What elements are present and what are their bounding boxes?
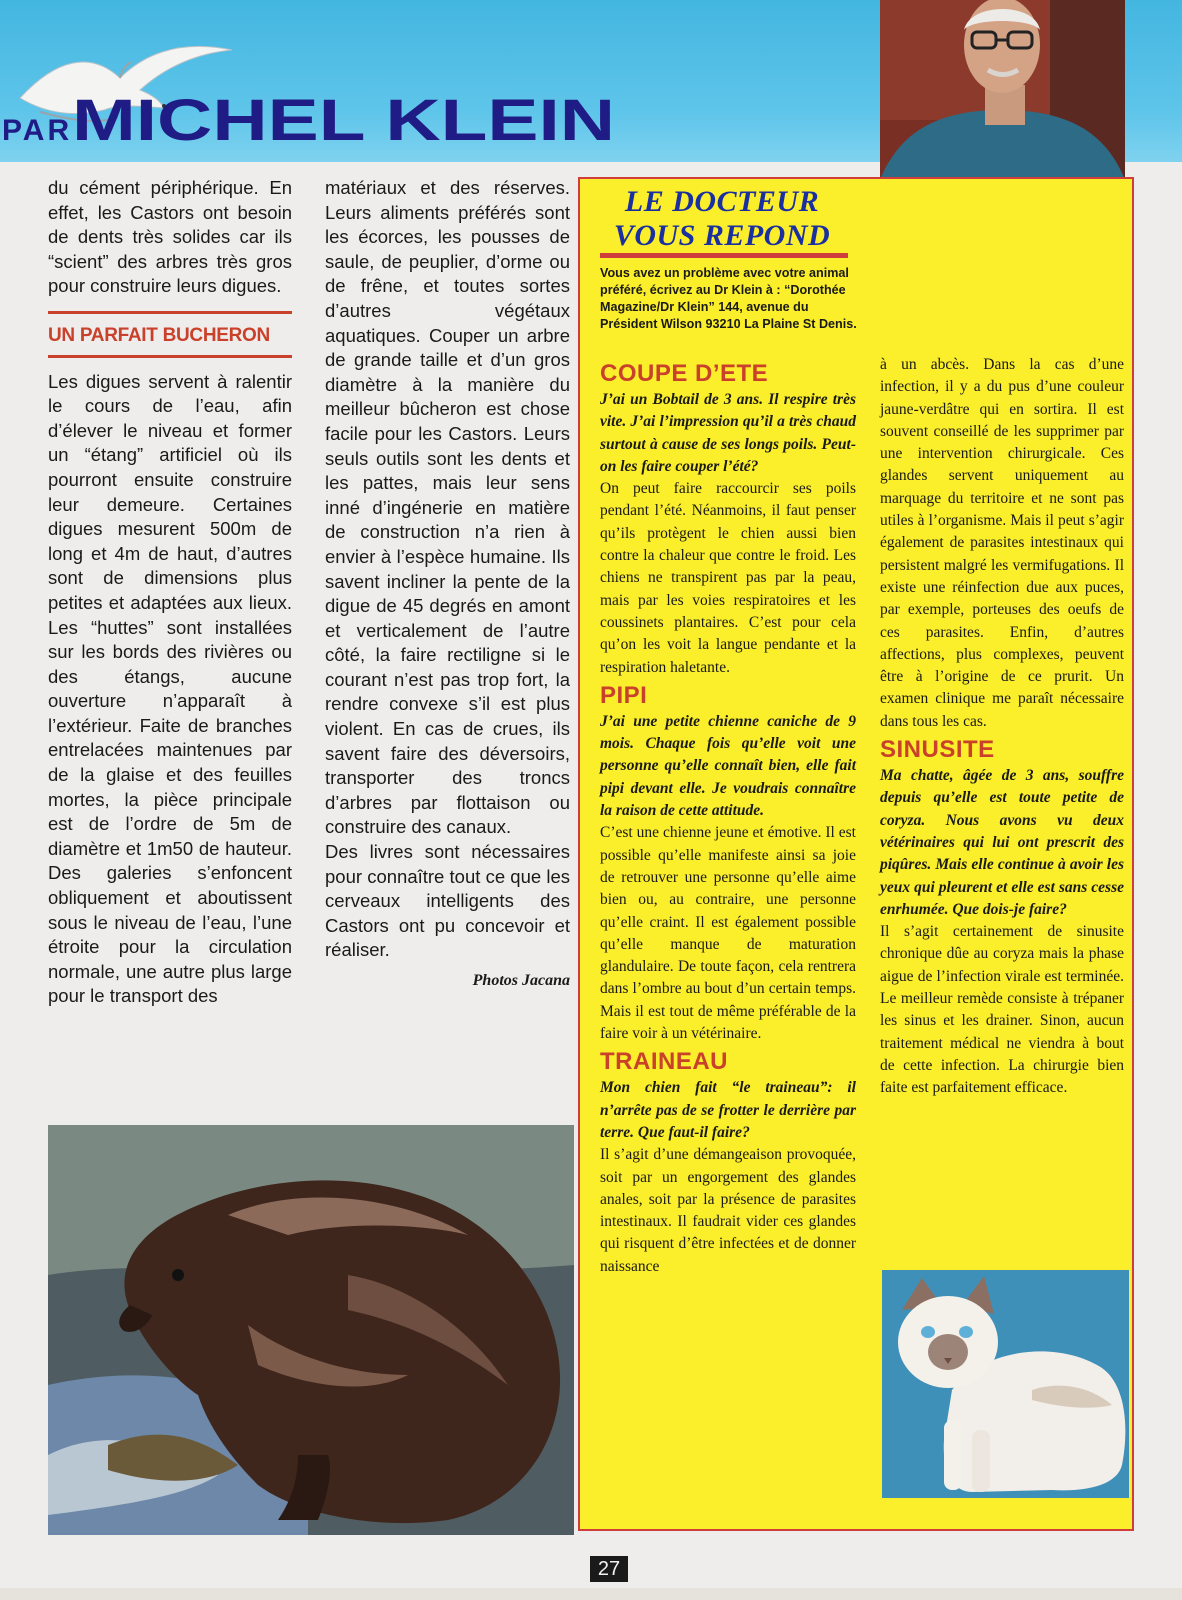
reader-question: Ma chatte, âgée de 3 ans, souffre depuis qu’elle est toute petite de coryza. Nous avons vu deux vétérinaires qui lui ont prescrit des piqûres. Mais elle continue à avoir les yeux qui pleurent et elle est sans cesse enrhumée. Que dois-je faire? bbox=[880, 767, 1124, 918]
photo-credit: Photos Jacana bbox=[472, 972, 570, 989]
cat-photo bbox=[882, 1270, 1129, 1498]
doctor-answer-continued: à un abcès. Dans la cas d’une infection, il y a du pus d’une couleur jaune-verdâtre qui en sortira. Il est souvent conseillé de les supprimer par une intervention chirurgicale. Ces glandes servent uniquement au marquage du territoire et ne sont pas utiles à l’organisme. Mais il peut s’agir également de parasites intestinaux qui persistent malgré les vermifugations. Il existe une réinfection due aux puces, par exemple, porteuses des oeufs de ces parasites. Enfin, d’autres affections, plus complexes, peuvent être à l’origine de ce prurit. Un examen clinique me paraît nécessaire dans tous les cas. bbox=[880, 356, 1124, 730]
reader-question: J’ai une petite chienne caniche de 9 mois. Chaque fois qu’elle voit une personne qu’elle connaît bien, elle fait pipi devant elle. Je voudrais connaître la raison de cette attitude. bbox=[600, 712, 856, 820]
title-underline bbox=[600, 253, 848, 258]
article-paragraph: matériaux et des réserves. Leurs aliments préférés sont les écorces, les pousses de saule, de peuplier, d’orme ou de frêne, et toutes sortes d’autres végétaux aquatiques. Couper un arbre de grande taille et d’un gros diamètre à la manière du meilleur bûcheron est chose facile pour les Castors. Leurs seuls outils sont les dents et les pattes, mais leur sens inné d’ingénerie en matière de construction n’a rien à envier à l’espèce humaine. Ils savent incliner la pente de la digue de 45 degrés en amont et verticalement de l’autre côté, la faire rectiligne si le courant n’est pas trop fort, la rendre convexe s’il est plus violent. En cas de crues, ils savent faire des déversoirs, transporter des troncs d’arbres par flottaison ou construire des canaux. bbox=[325, 177, 570, 838]
divider bbox=[48, 311, 292, 314]
section-heading: PIPI bbox=[600, 681, 648, 709]
reader-question: Mon chien fait “le traineau”: il n’arrête pas de se frotter le derrière par terre. Que faut-il faire? bbox=[600, 1079, 856, 1141]
doctor-answer: On peut faire raccourcir ses poils pendant l’été. Néanmoins, il faut penser qu’ils protègent le chien aussi bien contre la chaleur que contre le froid. Les chiens ne transpirent pas par la peau, mais par les voies respiratoires et les coussinets plantaires. C’est pour cela qu’on les voit la langue pendante et la respiration haletante. bbox=[600, 480, 856, 676]
box-title-line-1: LE DOCTEUR bbox=[624, 185, 820, 218]
doctor-answer: Il s’agit d’une démangeaison provoquée, soit par un engorgement des glandes anales, soit par la présence de parasites intestinaux. Il faudrait vider ces glandes qui risquent d’être infectées et de donner naissance bbox=[600, 1146, 856, 1275]
section-heading: SINUSITE bbox=[880, 736, 995, 764]
page-number: 27 bbox=[590, 1556, 628, 1582]
article-column-1 bbox=[48, 176, 292, 1009]
article-column-2 bbox=[325, 176, 570, 994]
box-column-1 bbox=[600, 357, 856, 1278]
beaver-photo bbox=[48, 1125, 574, 1535]
article-subheading: UN PARFAIT BUCHERON bbox=[48, 324, 270, 346]
doctor-answer: Il s’agit certainement de sinusite chronique dûe au coryza mais la phase aigue de l’infection virale est terminée. Le meilleur remède consiste à trépaner les sinus et les drainer. Sinon, aucun traitement médical ne viendra à bout de cette infection. La chirurgie bien faite est parfaitement efficace. bbox=[880, 923, 1124, 1097]
box-title-line-2: VOUS REPOND bbox=[613, 219, 831, 252]
box-column-2 bbox=[880, 354, 1124, 1100]
box-intro: Vous avez un problème avec votre animal préféré, écrivez au Dr Klein à : “Dorothée Magazine/Dr Klein” 144, avenue du Président Wilson 93210 La Plaine St Denis. bbox=[600, 266, 857, 331]
doctor-answer: C’est une chienne jeune et émotive. Il est possible qu’elle manifeste ainsi sa joie de retrouver une personne qu’elle aime bien ou, au contraire, une personne qu’elle craint. Il est également possible qu’elle manque de maturation glandulaire. De toute façon, cela rentrera dans l’ombre au bout d’un certain temps. Mais il est tout de même préférable de la faire voir à un vétérinaire. bbox=[600, 824, 856, 1043]
box-title bbox=[602, 185, 842, 253]
section-heading: TRAINEAU bbox=[600, 1048, 728, 1076]
article-paragraph: Les digues servent à ralentir le cours de l’eau, afin d’élever le niveau et former un “étang” artificiel où ils pourront ensuite construire leur demeure. Certaines digues mesurent 500m de long et 4m de haut, d’autres sont de dimensions plus petites et adaptées aux lieux. Les “huttes” sont installées sur les bords des rivières ou des étangs, aucune ouverture n’apparaît à l’extérieur. Faite de branches entrelacées maintenues par de la glaise et des feuilles mortes, la pièce principale est de l’ordre de 5m de diamètre et 1m50 de hauteur. Des galeries s’enfoncent obliquement et aboutissent sous le niveau de l’eau, l’une étroite pour la circulation normale, une autre plus large pour le transport des bbox=[48, 370, 292, 1007]
article-paragraph: Des livres sont nécessaires pour connaître tout ce que les cerveaux intelligents des Castors ont pu concevoir et réaliser. bbox=[325, 841, 570, 961]
page-bottom-edge bbox=[0, 1588, 1182, 1600]
article-paragraph: du cément périphérique. En effet, les Castors ont besoin de dents très solides car ils “scient” des arbres très gros pour construire leurs digues. bbox=[48, 177, 292, 297]
byline-prefix: PAR bbox=[2, 114, 73, 147]
section-heading: COUPE D’ETE bbox=[600, 360, 769, 387]
reader-question: J’ai un Bobtail de 3 ans. Il respire très vite. J’ai l’impression qu’il a très chaud surtout à cause de ses longs poils. Peut-on les faire couper l’été? bbox=[600, 391, 856, 475]
author-name: MICHEL KLEIN bbox=[72, 88, 616, 153]
byline bbox=[2, 88, 616, 153]
divider bbox=[48, 355, 292, 358]
